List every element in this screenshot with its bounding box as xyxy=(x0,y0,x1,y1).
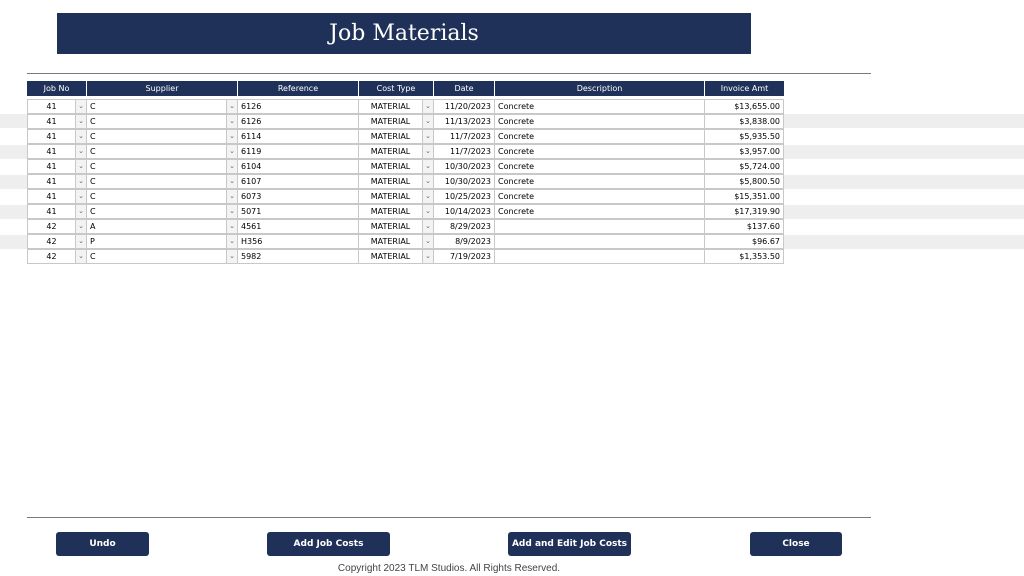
supplier-field[interactable] xyxy=(87,159,238,174)
job-no-value: 42 xyxy=(46,222,57,231)
supplier-field[interactable] xyxy=(87,144,238,159)
table-row[interactable] xyxy=(27,189,784,204)
chevron-down-icon[interactable]: ⌄ xyxy=(75,160,86,173)
cost-type-value: MATERIAL xyxy=(370,132,411,141)
cost-type-field[interactable] xyxy=(359,234,434,249)
chevron-down-icon[interactable]: ⌄ xyxy=(226,175,237,188)
invoice-amt-field[interactable]: $3,957.00 xyxy=(705,144,784,159)
cost-type-field[interactable] xyxy=(359,114,434,129)
chevron-down-icon[interactable]: ⌄ xyxy=(226,235,237,248)
chevron-down-icon[interactable]: ⌄ xyxy=(422,190,433,203)
cost-type-field[interactable] xyxy=(359,189,434,204)
chevron-down-icon[interactable]: ⌄ xyxy=(226,190,237,203)
cost-type-field[interactable] xyxy=(359,204,434,219)
date-field[interactable]: 10/14/2023 xyxy=(434,204,495,219)
cost-type-value: MATERIAL xyxy=(370,177,411,186)
cost-type-field[interactable] xyxy=(359,129,434,144)
date-field[interactable]: 11/7/2023 xyxy=(434,144,495,159)
column-header-job-no[interactable]: Job No xyxy=(27,81,87,96)
supplier-value: C xyxy=(90,192,96,201)
chevron-down-icon[interactable]: ⌄ xyxy=(422,235,433,248)
cost-type-field[interactable] xyxy=(359,249,434,264)
job-no-value: 41 xyxy=(46,162,57,171)
page-title: Job Materials xyxy=(329,21,479,46)
supplier-field[interactable] xyxy=(87,114,238,129)
date-field[interactable]: 11/13/2023 xyxy=(434,114,495,129)
supplier-value: C xyxy=(90,252,96,261)
chevron-down-icon[interactable]: ⌄ xyxy=(75,100,86,113)
reference-field[interactable]: 6119 xyxy=(238,144,359,159)
reference-field[interactable]: 6107 xyxy=(238,174,359,189)
invoice-amt-field[interactable]: $137.60 xyxy=(705,219,784,234)
description-field[interactable] xyxy=(495,219,705,234)
chevron-down-icon[interactable]: ⌄ xyxy=(75,130,86,143)
description-field[interactable]: Concrete xyxy=(495,99,705,114)
job-no-value: 42 xyxy=(46,237,57,246)
cost-type-value: MATERIAL xyxy=(370,252,411,261)
cost-type-field[interactable] xyxy=(359,144,434,159)
date-field[interactable]: 10/25/2023 xyxy=(434,189,495,204)
table-row[interactable] xyxy=(27,219,784,234)
job-no-field[interactable] xyxy=(27,204,87,219)
job-no-field[interactable] xyxy=(27,129,87,144)
job-no-value: 41 xyxy=(46,117,57,126)
invoice-amt-field[interactable]: $5,935.50 xyxy=(705,129,784,144)
chevron-down-icon[interactable]: ⌄ xyxy=(75,190,86,203)
date-field[interactable]: 7/19/2023 xyxy=(434,249,495,264)
supplier-field[interactable] xyxy=(87,249,238,264)
date-field[interactable]: 8/9/2023 xyxy=(434,234,495,249)
job-no-value: 41 xyxy=(46,102,57,111)
column-header-cost-type[interactable]: Cost Type xyxy=(359,81,434,96)
invoice-amt-field[interactable]: $13,655.00 xyxy=(705,99,784,114)
supplier-value: P xyxy=(90,237,95,246)
column-header-supplier[interactable]: Supplier xyxy=(87,81,238,96)
supplier-field[interactable] xyxy=(87,174,238,189)
invoice-amt-field[interactable]: $3,838.00 xyxy=(705,114,784,129)
description-field[interactable]: Concrete xyxy=(495,144,705,159)
job-no-field[interactable] xyxy=(27,234,87,249)
reference-field[interactable]: 6126 xyxy=(238,99,359,114)
column-header-invoice-amt[interactable]: Invoice Amt xyxy=(705,81,784,96)
reference-field[interactable]: 6104 xyxy=(238,159,359,174)
cost-type-value: MATERIAL xyxy=(370,207,411,216)
chevron-down-icon[interactable]: ⌄ xyxy=(226,205,237,218)
chevron-down-icon[interactable]: ⌄ xyxy=(75,205,86,218)
chevron-down-icon[interactable]: ⌄ xyxy=(75,250,86,263)
chevron-down-icon[interactable]: ⌄ xyxy=(75,220,86,233)
cost-type-field[interactable] xyxy=(359,159,434,174)
chevron-down-icon[interactable]: ⌄ xyxy=(226,100,237,113)
invoice-amt-field[interactable]: $5,724.00 xyxy=(705,159,784,174)
job-no-field[interactable] xyxy=(27,249,87,264)
table-row[interactable] xyxy=(27,174,784,189)
description-field[interactable]: Concrete xyxy=(495,174,705,189)
job-no-value: 41 xyxy=(46,177,57,186)
job-no-value: 41 xyxy=(46,132,57,141)
table-row[interactable] xyxy=(27,144,784,159)
date-field[interactable]: 8/29/2023 xyxy=(434,219,495,234)
supplier-value: C xyxy=(90,147,96,156)
reference-field[interactable]: 4561 xyxy=(238,219,359,234)
cost-type-value: MATERIAL xyxy=(370,222,411,231)
description-field[interactable]: Concrete xyxy=(495,189,705,204)
table-row[interactable] xyxy=(27,234,784,249)
chevron-down-icon[interactable]: ⌄ xyxy=(422,160,433,173)
date-field[interactable]: 10/30/2023 xyxy=(434,159,495,174)
cost-type-value: MATERIAL xyxy=(370,192,411,201)
description-field[interactable]: Concrete xyxy=(495,204,705,219)
invoice-amt-field[interactable]: $96.67 xyxy=(705,234,784,249)
chevron-down-icon[interactable]: ⌄ xyxy=(422,130,433,143)
invoice-amt-field[interactable]: $15,351.00 xyxy=(705,189,784,204)
table-row[interactable] xyxy=(27,129,784,144)
table-header xyxy=(27,81,784,96)
invoice-amt-field[interactable]: $17,319.90 xyxy=(705,204,784,219)
job-no-value: 41 xyxy=(46,207,57,216)
date-field[interactable]: 10/30/2023 xyxy=(434,174,495,189)
reference-field[interactable]: H356 xyxy=(238,234,359,249)
chevron-down-icon[interactable]: ⌄ xyxy=(422,220,433,233)
reference-field[interactable]: 5071 xyxy=(238,204,359,219)
cost-type-field[interactable] xyxy=(359,174,434,189)
table-row[interactable] xyxy=(27,114,784,129)
cost-type-value: MATERIAL xyxy=(370,237,411,246)
invoice-amt-field[interactable]: $5,800.50 xyxy=(705,174,784,189)
date-field[interactable]: 11/20/2023 xyxy=(434,99,495,114)
job-no-field[interactable] xyxy=(27,114,87,129)
reference-field[interactable]: 6114 xyxy=(238,129,359,144)
supplier-field[interactable] xyxy=(87,234,238,249)
job-no-value: 41 xyxy=(46,192,57,201)
supplier-value: C xyxy=(90,162,96,171)
cost-type-field[interactable] xyxy=(359,99,434,114)
chevron-down-icon[interactable]: ⌄ xyxy=(226,160,237,173)
description-field[interactable]: Concrete xyxy=(495,129,705,144)
chevron-down-icon[interactable]: ⌄ xyxy=(226,250,237,263)
add-job-costs-button[interactable]: Add Job Costs xyxy=(267,532,390,556)
supplier-value: A xyxy=(90,222,96,231)
column-header-date[interactable]: Date xyxy=(434,81,495,96)
supplier-value: C xyxy=(90,207,96,216)
chevron-down-icon[interactable]: ⌄ xyxy=(75,145,86,158)
cost-type-value: MATERIAL xyxy=(370,117,411,126)
supplier-field[interactable] xyxy=(87,219,238,234)
cost-type-value: MATERIAL xyxy=(370,102,411,111)
supplier-field[interactable] xyxy=(87,204,238,219)
chevron-down-icon[interactable]: ⌄ xyxy=(422,145,433,158)
chevron-down-icon[interactable]: ⌄ xyxy=(422,100,433,113)
invoice-amt-field[interactable]: $1,353.50 xyxy=(705,249,784,264)
reference-field[interactable]: 6073 xyxy=(238,189,359,204)
supplier-field[interactable] xyxy=(87,129,238,144)
chevron-down-icon[interactable]: ⌄ xyxy=(422,175,433,188)
column-header-reference[interactable]: Reference xyxy=(238,81,359,96)
job-no-value: 42 xyxy=(46,252,57,261)
close-button[interactable]: Close xyxy=(750,532,842,556)
chevron-down-icon[interactable]: ⌄ xyxy=(75,115,86,128)
job-no-field[interactable] xyxy=(27,174,87,189)
supplier-field[interactable] xyxy=(87,189,238,204)
chevron-down-icon[interactable]: ⌄ xyxy=(226,115,237,128)
job-no-field[interactable] xyxy=(27,189,87,204)
supplier-value: C xyxy=(90,117,96,126)
job-no-field[interactable] xyxy=(27,159,87,174)
bottom-divider xyxy=(27,517,871,518)
cost-type-value: MATERIAL xyxy=(370,162,411,171)
supplier-value: C xyxy=(90,132,96,141)
chevron-down-icon[interactable]: ⌄ xyxy=(422,205,433,218)
copyright-text: Copyright 2023 TLM Studios. All Rights Reserved. xyxy=(337,563,561,574)
chevron-down-icon[interactable]: ⌄ xyxy=(226,145,237,158)
description-field[interactable] xyxy=(495,249,705,264)
supplier-field[interactable] xyxy=(87,99,238,114)
add-edit-job-costs-button[interactable]: Add and Edit Job Costs xyxy=(508,532,631,556)
column-header-description[interactable]: Description xyxy=(495,81,705,96)
chevron-down-icon[interactable]: ⌄ xyxy=(226,130,237,143)
description-field[interactable]: Concrete xyxy=(495,159,705,174)
cost-type-value: MATERIAL xyxy=(370,147,411,156)
description-field[interactable] xyxy=(495,234,705,249)
top-divider xyxy=(27,73,871,74)
date-field[interactable]: 11/7/2023 xyxy=(434,129,495,144)
chevron-down-icon[interactable]: ⌄ xyxy=(422,250,433,263)
materials-table xyxy=(27,99,784,264)
job-no-field[interactable] xyxy=(27,219,87,234)
description-field[interactable]: Concrete xyxy=(495,114,705,129)
title-bar xyxy=(57,13,751,54)
chevron-down-icon[interactable]: ⌄ xyxy=(226,220,237,233)
job-no-field[interactable] xyxy=(27,99,87,114)
job-no-field[interactable] xyxy=(27,144,87,159)
supplier-value: C xyxy=(90,177,96,186)
chevron-down-icon[interactable]: ⌄ xyxy=(422,115,433,128)
chevron-down-icon[interactable]: ⌄ xyxy=(75,175,86,188)
chevron-down-icon[interactable]: ⌄ xyxy=(75,235,86,248)
undo-button[interactable]: Undo xyxy=(56,532,149,556)
table-row[interactable] xyxy=(27,99,784,114)
table-row[interactable] xyxy=(27,249,784,264)
reference-field[interactable]: 5982 xyxy=(238,249,359,264)
table-row[interactable] xyxy=(27,204,784,219)
cost-type-field[interactable] xyxy=(359,219,434,234)
reference-field[interactable]: 6126 xyxy=(238,114,359,129)
supplier-value: C xyxy=(90,102,96,111)
job-no-value: 41 xyxy=(46,147,57,156)
table-row[interactable] xyxy=(27,159,784,174)
